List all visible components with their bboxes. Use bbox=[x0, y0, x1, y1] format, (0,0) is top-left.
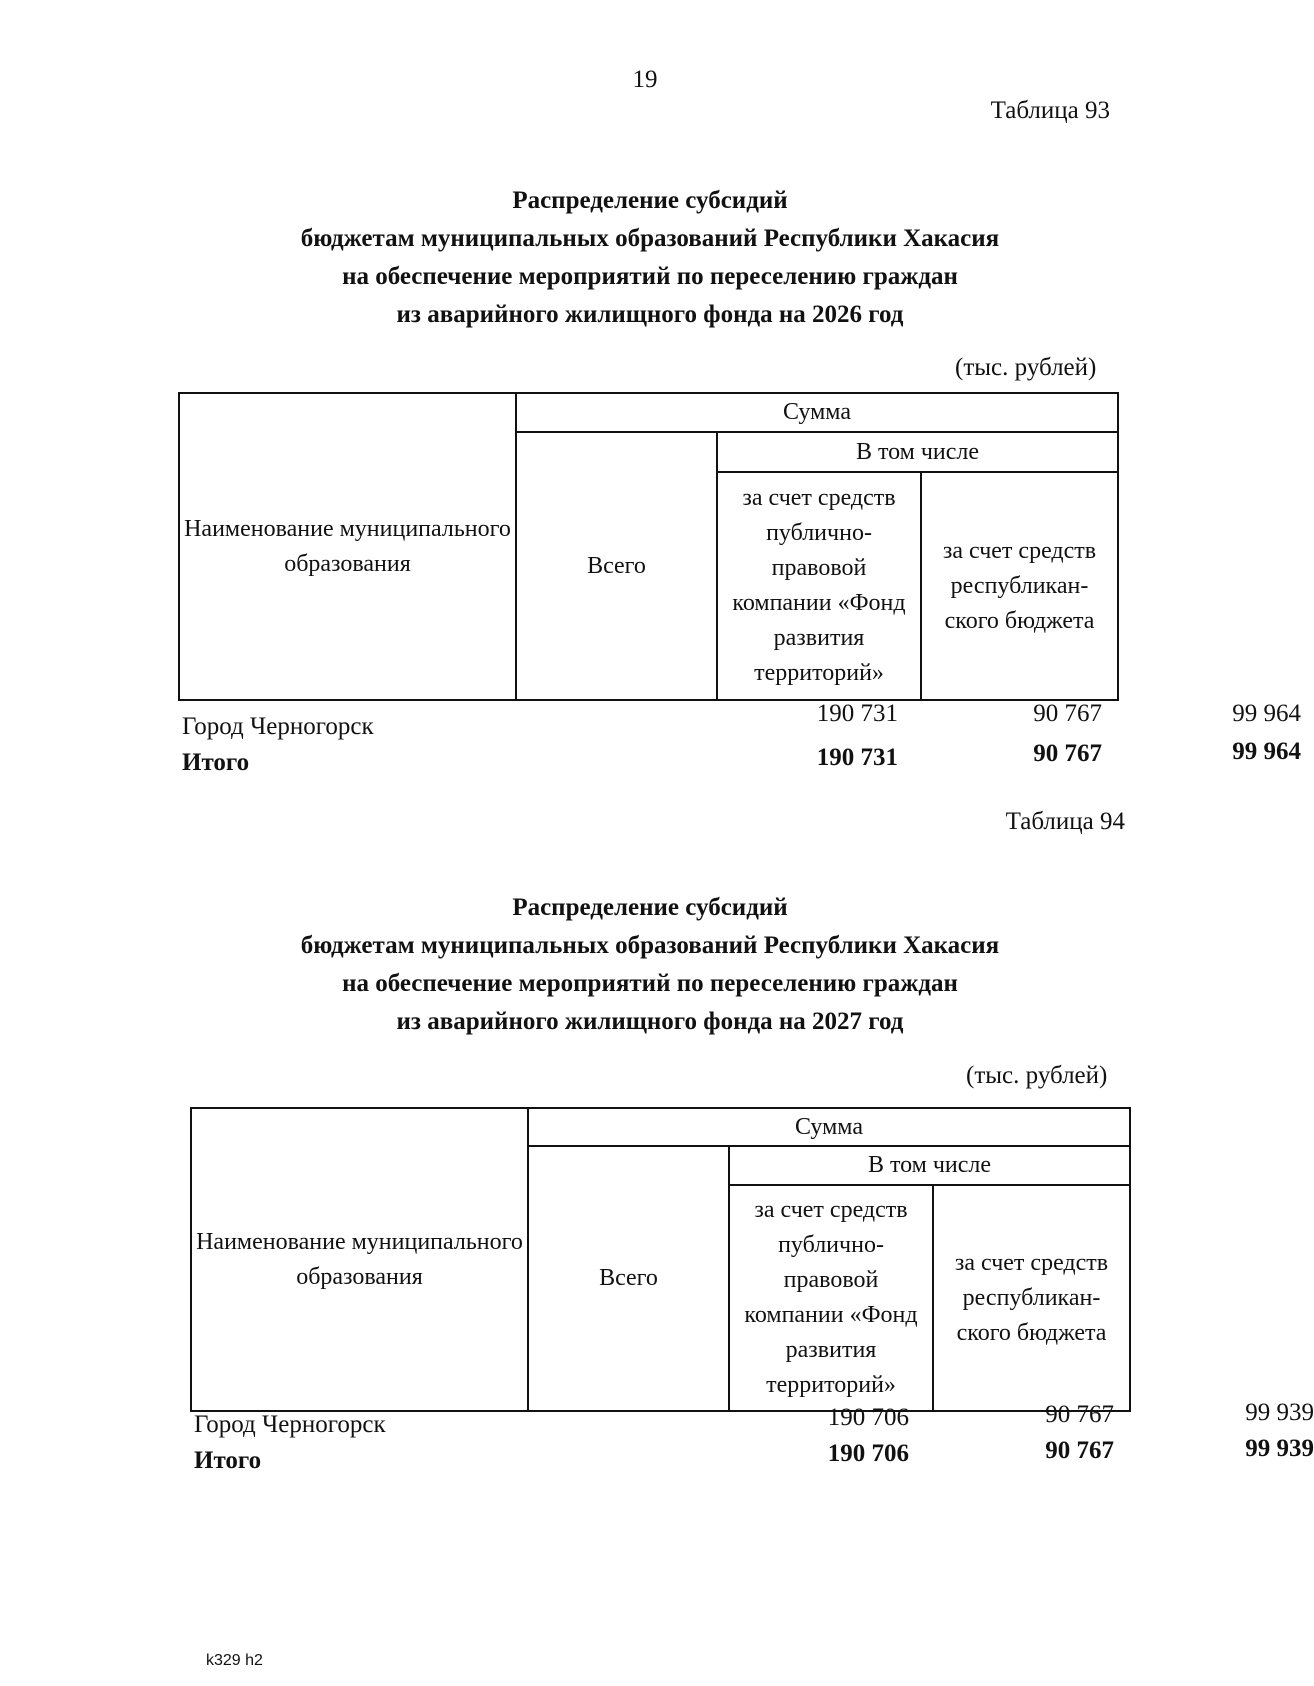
header-sum: Сумма bbox=[528, 1108, 1130, 1146]
row-fund: 90 767 bbox=[1045, 1437, 1114, 1464]
heading-line: из аварийного жилищного фонда на 2027 год bbox=[396, 1008, 904, 1035]
row-total: 190 731 bbox=[816, 700, 898, 727]
row-republic: 99 939 bbox=[1245, 1399, 1314, 1426]
header-including: В том числе bbox=[729, 1146, 1130, 1185]
header-sum: Сумма bbox=[516, 393, 1118, 432]
table-caption: Таблица 94 bbox=[1005, 808, 1125, 835]
header-total-col: Всего bbox=[528, 1146, 729, 1411]
data-rows bbox=[190, 1399, 1314, 1483]
header-name-col: Наименование муниципального образования bbox=[179, 393, 516, 700]
row-fund: 90 767 bbox=[1045, 1401, 1114, 1428]
heading-line: Распределение субсидий bbox=[512, 894, 788, 921]
row-name: Итого bbox=[182, 749, 250, 776]
row-fund: 90 767 bbox=[1033, 700, 1102, 727]
header-including: В том числе bbox=[717, 432, 1118, 472]
page-number: 19 bbox=[632, 66, 658, 93]
heading-line: Распределение субсидий bbox=[512, 187, 788, 214]
heading-line: из аварийного жилищного фонда на 2026 год bbox=[396, 301, 904, 328]
table-heading bbox=[0, 182, 1300, 334]
row-name: Город Черногорск bbox=[194, 1411, 386, 1438]
row-name: Итого bbox=[194, 1447, 262, 1474]
row-name: Город Черногорск bbox=[182, 713, 374, 740]
header-name-col: Наименование муниципального образования bbox=[191, 1108, 528, 1411]
header-fund-col: за счет средств публично-правовой компании «Фонд развития территорий» bbox=[729, 1185, 933, 1411]
header-fund-col: за счет средств публично-правовой компании «Фонд развития территорий» bbox=[717, 472, 921, 700]
table-caption: Таблица 93 bbox=[990, 97, 1110, 124]
table-row bbox=[178, 700, 1301, 749]
header-republic-col: за счет средств республикан-ского бюджета bbox=[921, 472, 1118, 700]
table-row bbox=[190, 1399, 1314, 1447]
header-total-col: Всего bbox=[516, 432, 717, 700]
row-republic: 99 939 bbox=[1245, 1435, 1314, 1462]
header-table bbox=[178, 392, 1119, 701]
header-table bbox=[190, 1107, 1131, 1412]
row-total: 190 706 bbox=[827, 1404, 909, 1431]
heading-line: бюджетам муниципальных образований Республики Хакасия bbox=[300, 225, 1000, 252]
heading-line: на обеспечение мероприятий по переселению граждан bbox=[342, 970, 958, 997]
row-republic: 99 964 bbox=[1232, 738, 1301, 765]
heading-line: бюджетам муниципальных образований Республики Хакасия bbox=[300, 932, 1000, 959]
units-label: (тыс. рублей) bbox=[966, 1062, 1108, 1089]
row-fund: 90 767 bbox=[1033, 740, 1102, 767]
footer-code: k329 h2 bbox=[206, 1652, 263, 1669]
row-republic: 99 964 bbox=[1232, 700, 1301, 727]
row-total: 190 731 bbox=[816, 744, 898, 771]
row-total: 190 706 bbox=[827, 1440, 909, 1467]
heading-line: на обеспечение мероприятий по переселению граждан bbox=[342, 263, 958, 290]
table-heading bbox=[0, 889, 1300, 1041]
table-row bbox=[190, 1435, 1314, 1483]
header-republic-col: за счет средств республикан-ского бюджета bbox=[933, 1185, 1130, 1411]
table-row bbox=[178, 738, 1301, 785]
data-rows bbox=[178, 700, 1301, 785]
units-label: (тыс. рублей) bbox=[955, 354, 1097, 381]
